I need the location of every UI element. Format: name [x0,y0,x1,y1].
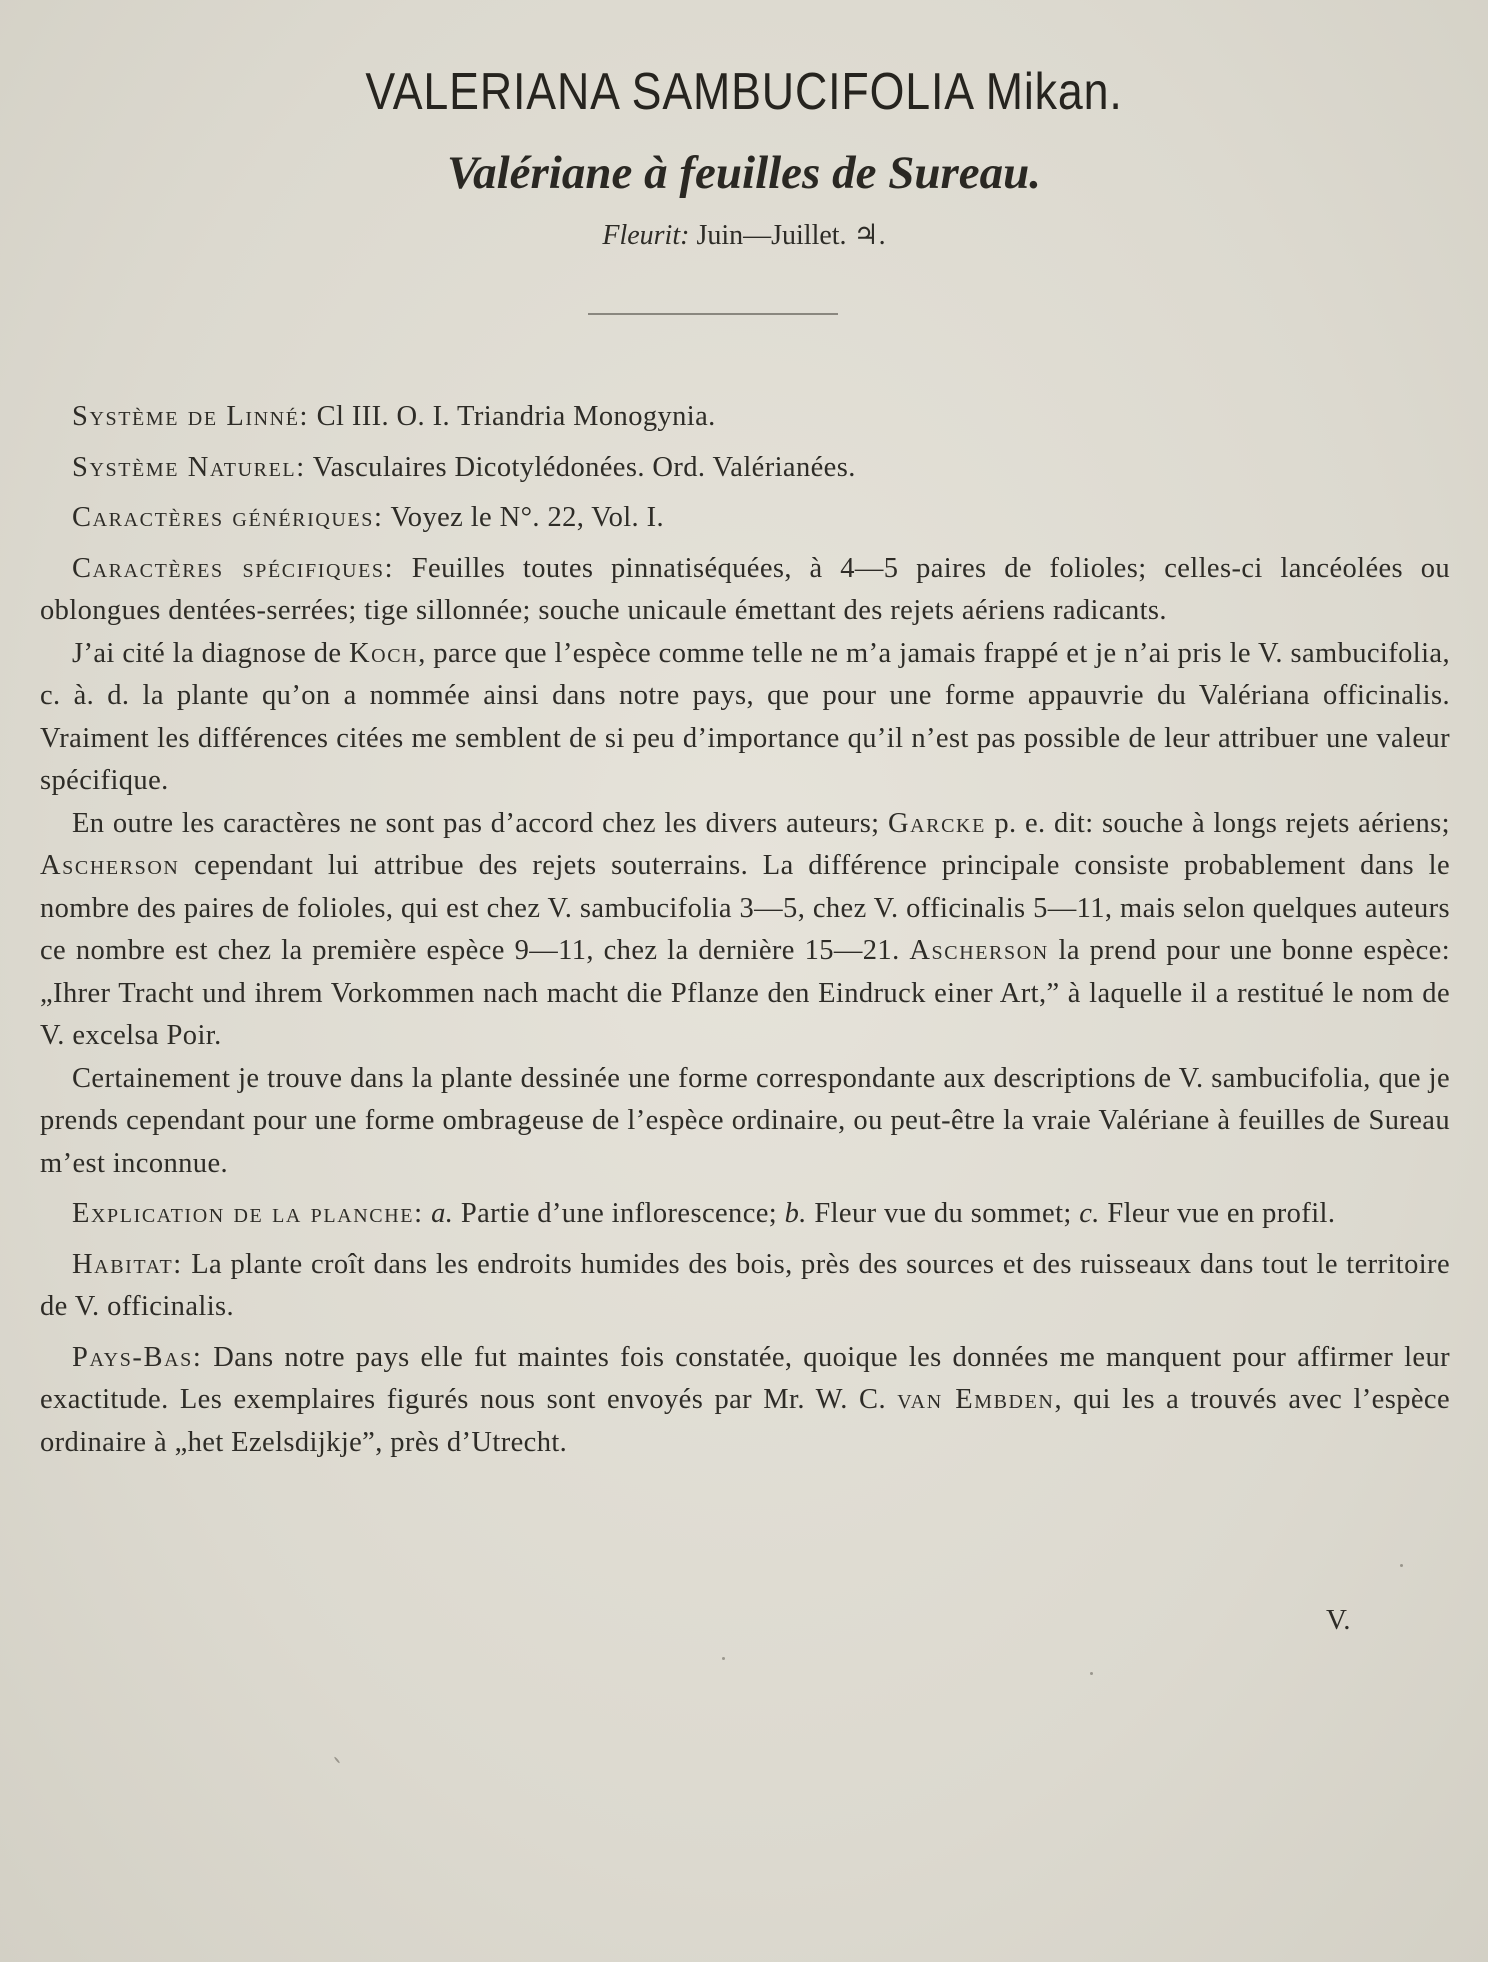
habitat-paragraph [40,1244,1450,1329]
paper-speck [1400,1564,1403,1567]
paper-speck [334,1756,341,1763]
pays-bas-text-1: Dans notre pays elle fut maintes fois constatée, quoique les données me manquent pour affirmer leur exactitude. Les exemplaires figurés nous sont envoyés par Mr. W. C. [40,1341,1450,1415]
paper-speck [1090,1672,1093,1675]
authors-text-4: la prend pour une bonne espèce: „Ihrer Tracht und ihrem Vorkommen nach macht die Pflanze den Eindruck einer Art,” à laquelle il a restitué le nom de V. excelsa Poir. [40,935,1451,1051]
generiques-text: Voyez le N°. 22, Vol. I. [383,502,665,533]
specifiques-text: Feuilles toutes pinnatiséquées, à 4—5 paires de folioles; celles-ci lancéolées ou oblongues dentées-serrées; tige sillonnée; souche unicaule émettant des rejets aériens radicants. [40,552,1450,626]
flowering-line [0,218,1488,252]
habitat-text: La plante croît dans les endroits humides des bois, près des sources et des ruisseaux dans tout le territoire de V. officinalis. [40,1248,1450,1322]
explication-label: Explication de la planche: [72,1198,424,1229]
author-koch: Koch [348,637,419,669]
common-name-subtitle: Valériane à feuilles de Sureau. [446,147,1042,199]
figure-text-c: Fleur vue en profil. [1099,1198,1336,1229]
title-divider [588,313,838,315]
explication-paragraph [40,1193,1450,1236]
pays-bas-label: Pays-Bas: [72,1341,203,1373]
flowering-value: Juin—Juillet. ♃. [696,220,886,251]
koch-text-2: , parce que l’espèce comme telle ne m’a jamais frappé et je n’ai pris le V. sambucifolia, c. à. d. la plante qu’on a nommée ainsi dans notre pays, que pour une forme appauvrie du Valériana officinalis. Vraiment les différences citées me semblent de si peu d’importance qu’il n’est pas possible de leur attribuer une valeur spécifique. [40,637,1450,796]
authors-text-1: En outre les caractères ne sont pas d’accord chez les divers auteurs; [72,807,888,839]
linne-paragraph [40,396,1450,439]
specifiques-paragraph [40,548,1450,633]
generiques-paragraph [40,497,1450,540]
figure-text-b: Fleur vue du sommet; [806,1198,1080,1229]
figure-text-a: Partie d’une inflorescence; [453,1198,785,1229]
linne-text: Cl III. O. I. Triandria Monogynia. [309,401,716,432]
article-body [40,396,1450,1464]
author-ascherson-2: Ascherson [909,935,1049,966]
paper-speck [722,1657,725,1660]
pays-bas-text-2: , qui les a trouvés avec l’espèce ordinaire à „het Ezelsdijkje”, près d’Utrecht. [40,1384,1451,1458]
koch-text-1: J’ai cité la diagnose de [72,637,349,669]
page-title: VALERIANA SAMBUCIFOLIA Mikan. [365,63,1123,121]
certainement-paragraph: Certainement je trouve dans la plante dessinée une forme correspondante aux descriptions de V. sambucifolia, que je prends cependant pour une forme ombrageuse de l’espèce ordinaire, ou peut-être la vraie Valériane à feuilles de Sureau m’est inconnue. [40,1062,1450,1179]
figure-key-b: b. [784,1198,807,1229]
authors-paragraph [40,803,1450,1058]
donor-name: van Embden [897,1384,1055,1415]
authors-text-3: cependant lui attribue des rejets souterrains. La différence principale consiste probablement dans le nombre des paires de folioles, qui est chez V. sambucifolia 3—5, chez V. officinalis 5—11, mais selon quelques auteurs ce nombre est chez la première espèce 9—11, chez la dernière 15—21. [40,850,1450,966]
author-ascherson-1: Ascherson [40,850,180,881]
generiques-label: Caractères génériques: [72,502,384,533]
koch-paragraph [40,633,1450,803]
pays-bas-paragraph [40,1337,1450,1465]
naturel-text: Vasculaires Dicotylédonées. Ord. Valérianées. [305,451,856,483]
naturel-label: Système Naturel: [72,451,306,483]
specifiques-label: Caractères spécifiques: [72,552,395,584]
author-signature: V. [1326,1604,1351,1636]
flowering-label: Fleurit: [602,220,690,251]
habitat-label: Habitat: [72,1248,183,1280]
author-garcke: Garcke [887,807,986,839]
figure-key-c: c. [1079,1198,1100,1229]
linne-label: Système de Linné: [72,401,310,432]
figure-key-a: a. [431,1198,454,1229]
authors-text-2: p. e. dit: souche à longs rejets aériens; [985,807,1450,839]
naturel-paragraph [40,447,1450,490]
